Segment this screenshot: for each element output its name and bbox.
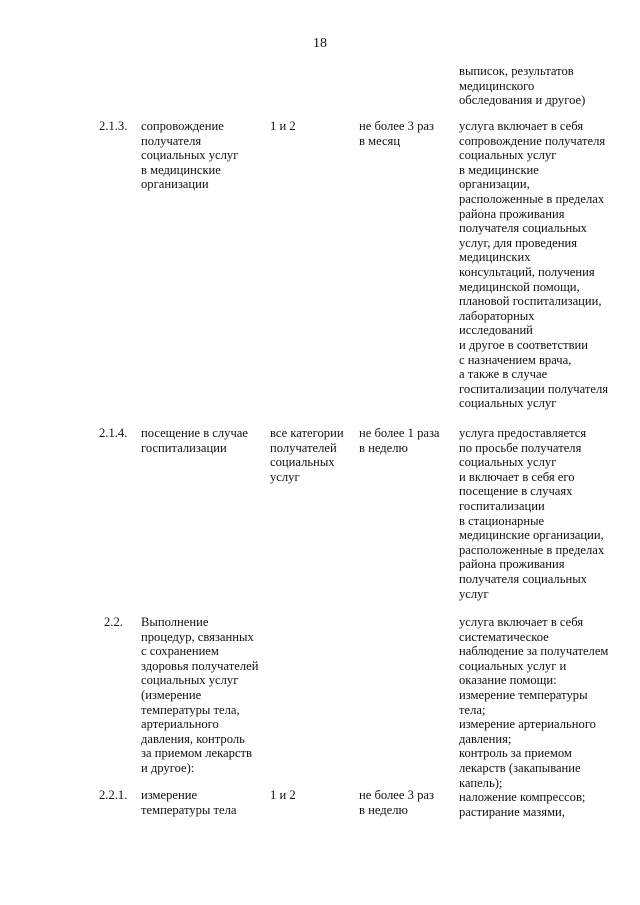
text-line: все категории [270, 426, 344, 440]
text-line: с сохранением [141, 644, 219, 659]
text-line: социальных услуг [459, 148, 557, 163]
row-number: 2.2. [104, 615, 123, 629]
text-line: расположенные в пределах [459, 542, 605, 557]
text-line: измерение артериального [459, 717, 596, 732]
text-line: измерение температуры [459, 687, 588, 702]
text-line: района проживания [459, 557, 565, 572]
text-line: артериального [141, 717, 219, 732]
text-line: медицинские организации, [459, 528, 604, 543]
text-line: услуг [270, 469, 300, 484]
text-line: и включает в себя его [459, 469, 575, 484]
service-name [141, 426, 248, 455]
text-line: за приемом лекарств [141, 746, 252, 761]
text-line: в неделю [359, 440, 408, 455]
text-line: тела; [459, 702, 486, 717]
text-line: посещение в случае [141, 426, 248, 440]
page-number: 18 [313, 36, 327, 51]
frequency [359, 788, 434, 817]
row-number: 2.1.3. [99, 119, 128, 133]
text-line: не более 1 раза [359, 426, 440, 440]
text-line: температуры тела [141, 802, 237, 817]
service-name [141, 119, 238, 192]
text-line: капель); [459, 775, 503, 790]
text-line: по просьбе получателя [459, 440, 582, 455]
service-description [459, 426, 604, 601]
text-line: давления; [459, 731, 512, 746]
text-line: и другое): [141, 760, 195, 775]
recipient-category [270, 426, 344, 484]
text-line: социальных услуг [459, 396, 557, 411]
text-line: и другое в соответствии [459, 337, 589, 352]
text-line: не более 3 раз [359, 788, 434, 802]
text-line: в медицинские [141, 162, 221, 177]
text-line: контроль за приемом [459, 746, 572, 761]
text-line: расположенные в пределах [459, 191, 605, 206]
text-line: не более 3 раз [359, 119, 434, 133]
service-name [141, 615, 258, 776]
text-line: социальных [270, 455, 335, 470]
text-line: в месяц [359, 133, 401, 148]
text-line: получателя социальных [459, 571, 587, 586]
text-line: сопровождение получателя [459, 133, 606, 148]
text-line: 1 и 2 [270, 119, 296, 133]
text-line: здоровья получателей [141, 658, 259, 673]
text-line: наблюдение за получателем [459, 644, 609, 659]
text-line: процедур, связанных [141, 629, 254, 644]
row-number: 2.1.4. [99, 426, 128, 440]
text-line: услуга предоставляется [459, 426, 587, 440]
frequency [359, 426, 440, 455]
text-line: давления, контроль [141, 731, 245, 746]
service-name [141, 788, 236, 817]
top-continuation [459, 64, 585, 108]
text-line: госпитализации [141, 440, 227, 455]
text-line: организации, [459, 177, 530, 192]
text-line: лабораторных [459, 308, 535, 323]
text-line: посещение в случаях [459, 484, 573, 499]
text-line: консультаций, получения [459, 264, 595, 279]
text-line: получателя социальных [459, 221, 587, 236]
text-line: с назначением врача, [459, 352, 572, 367]
text-line: социальных услуг [459, 455, 557, 470]
text-line: измерение [141, 788, 198, 802]
text-line: района проживания [459, 206, 565, 221]
text-line: растирание мазями, [459, 804, 565, 819]
text-line: сопровождение [141, 119, 224, 133]
text-line: получателя [141, 133, 202, 148]
text-line: Выполнение [141, 615, 209, 629]
text-line: услуг, для проведения [459, 235, 578, 250]
text-line: услуга включает в себя [459, 615, 584, 629]
text-line: обследования и другое) [459, 93, 586, 108]
text-line: исследований [459, 323, 533, 338]
text-line: социальных услуг [141, 148, 239, 163]
text-line: госпитализации [459, 498, 545, 513]
text-line: социальных услуг и [459, 658, 567, 673]
recipient-category [270, 119, 296, 134]
text-line: социальных услуг [141, 673, 239, 688]
text-line: температуры тела, [141, 702, 240, 717]
text-line: в неделю [359, 802, 408, 817]
text-line: медицинского [459, 78, 535, 93]
text-line: оказание помощи: [459, 673, 557, 688]
frequency [359, 119, 434, 148]
text-line: плановой госпитализации, [459, 294, 602, 309]
text-line: организации [141, 177, 209, 192]
text-line: (измерение [141, 687, 202, 702]
recipient-category [270, 788, 296, 803]
service-description [459, 119, 608, 411]
text-line: в стационарные [459, 513, 545, 528]
text-line: систематическое [459, 629, 549, 644]
service-description [459, 615, 608, 819]
text-line: получателей [270, 440, 337, 455]
text-line: услуг [459, 586, 489, 601]
text-line: выписок, результатов [459, 64, 574, 78]
text-line: услуга включает в себя [459, 119, 584, 133]
text-line: наложение компрессов; [459, 790, 586, 805]
text-line: 1 и 2 [270, 788, 296, 802]
text-line: в медицинские [459, 162, 539, 177]
text-line: медицинской помощи, [459, 279, 580, 294]
text-line: медицинских [459, 250, 531, 265]
text-line: а также в случае [459, 367, 548, 382]
row-number: 2.2.1. [99, 788, 128, 802]
text-line: госпитализации получателя [459, 381, 609, 396]
text-line: лекарств (закапывание [459, 760, 581, 775]
